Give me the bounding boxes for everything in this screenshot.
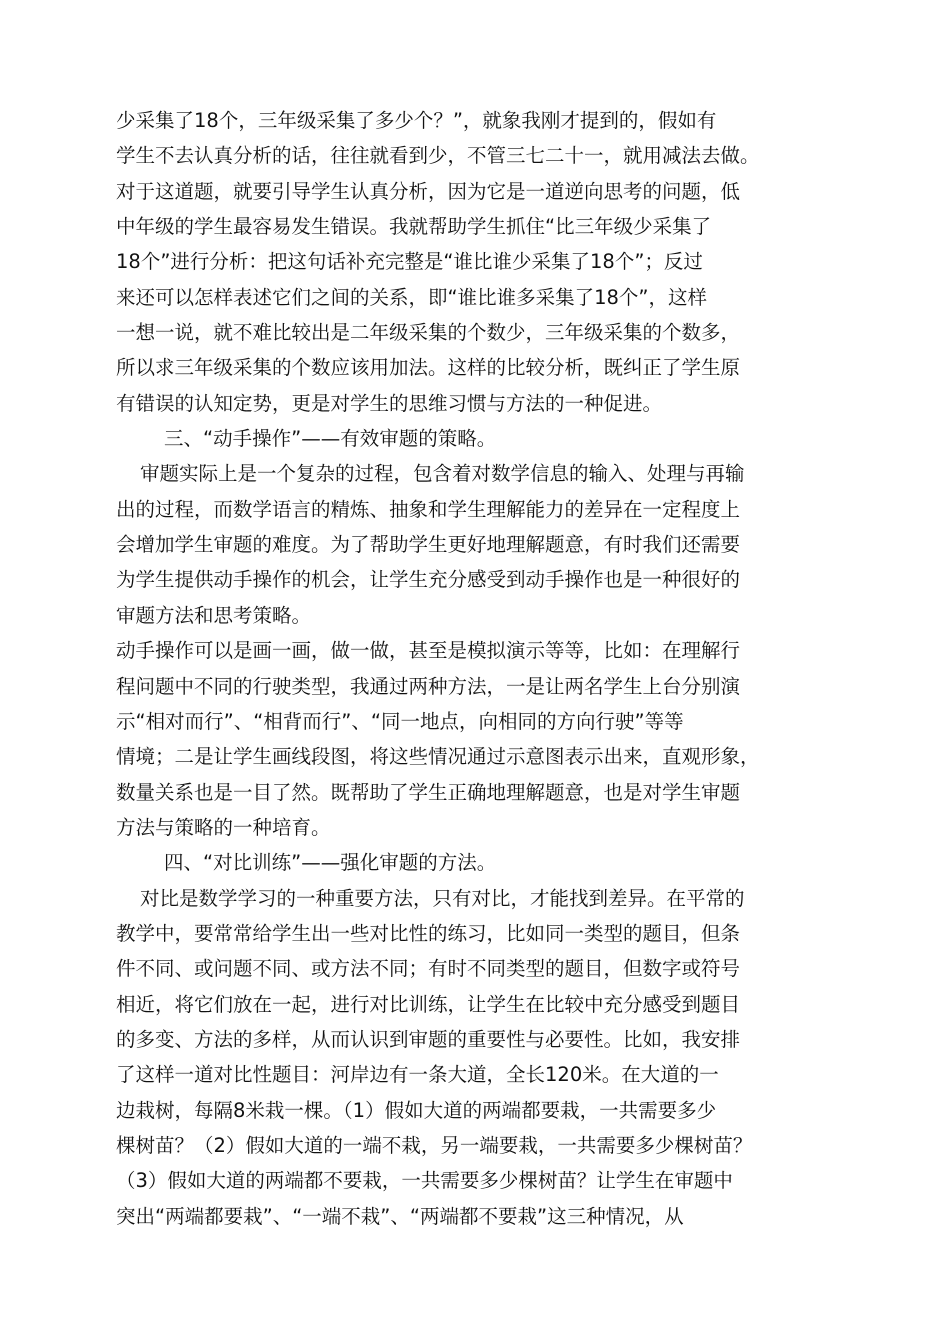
section-heading-4: 四、“对比训练”——强化审题的方法。 xyxy=(164,851,497,875)
text-line: 对比是数学学习的一种重要方法，只有对比，才能找到差异。在平常的 xyxy=(140,886,745,910)
text-line: 对于这道题，就要引导学生认真分析，因为它是一道逆向思考的问题，低 xyxy=(116,179,741,203)
text-line: 会增加学生审题的难度。为了帮助学生更好地理解题意，有时我们还需要 xyxy=(116,533,741,557)
text-line: 相近，将它们放在一起，进行对比训练，让学生在比较中充分感受到题目 xyxy=(116,992,741,1016)
text-line: 来还可以怎样表述它们之间的关系，即“谁比谁多采集了18个”，这样 xyxy=(116,285,708,309)
text-line: 边栽树，每隔8米栽一棵。（1）假如大道的两端都要栽，一共需要多少 xyxy=(116,1098,717,1122)
text-line: 学生不去认真分析的话，往往就看到少，不管三七二十一，就用减法去做。 xyxy=(116,144,760,168)
text-line: 突出“两端都要栽”、“一端不栽”、“两端都不要栽”这三种情况，从 xyxy=(116,1204,684,1228)
text-line: 教学中，要常常给学生出一些对比性的练习，比如同一类型的题目，但条 xyxy=(116,921,741,945)
text-line: （3）假如大道的两端都不要栽，一共需要多少棵树苗？让学生在审题中 xyxy=(116,1169,733,1193)
text-line: 示“相对而行”、“相背而行”、“同一地点，向相同的方向行驶”等等 xyxy=(116,709,684,733)
body-text xyxy=(116,103,841,1234)
text-line: 数量关系也是一目了然。既帮助了学生正确地理解题意，也是对学生审题 xyxy=(116,780,741,804)
text-line: 方法与策略的一种培育。 xyxy=(116,815,331,839)
text-line: 少采集了18个，三年级采集了多少个？”，就象我刚才提到的，假如有 xyxy=(116,109,717,132)
text-line: 中年级的学生最容易发生错误。我就帮助学生抓住“比三年级少采集了 xyxy=(116,215,712,239)
text-line: 所以求三年级采集的个数应该用加法。这样的比较分析，既纠正了学生原 xyxy=(116,356,741,380)
text-line: 有错误的认知定势，更是对学生的思维习惯与方法的一种促进。 xyxy=(116,391,663,415)
text-line: 棵树苗？（2）假如大道的一端不栽，另一端要栽，一共需要多少棵树苗？ xyxy=(116,1133,753,1157)
text-line: 的多变、方法的多样，从而认识到审题的重要性与必要性。比如，我安排 xyxy=(116,1027,741,1051)
text-line: 了这样一道对比性题目：河岸边有一条大道，全长120米。在大道的一 xyxy=(116,1063,719,1087)
text-line: 动手操作可以是画一画，做一做，甚至是模拟演示等等，比如：在理解行 xyxy=(116,639,741,663)
text-line: 一想一说，就不难比较出是二年级采集的个数少，三年级采集的个数多， xyxy=(116,321,741,345)
text-line: 为学生提供动手操作的机会，让学生充分感受到动手操作也是一种很好的 xyxy=(116,568,741,592)
text-line: 出的过程，而数学语言的精炼、抽象和学生理解能力的差异在一定程度上 xyxy=(116,497,741,521)
text-line: 审题实际上是一个复杂的过程，包含着对数学信息的输入、处理与再输 xyxy=(140,462,745,486)
text-line: 情境；二是让学生画线段图，将这些情况通过示意图表示出来，直观形象， xyxy=(116,745,760,769)
text-line: 18个”进行分析：把这句话补充完整是“谁比谁少采集了18个”；反过 xyxy=(116,250,703,274)
text-line: 件不同、或问题不同、或方法不同；有时不同类型的题目，但数字或符号 xyxy=(116,957,741,981)
text-line: 审题方法和思考策略。 xyxy=(116,603,312,627)
section-heading-3: 三、“动手操作”——有效审题的策略。 xyxy=(164,427,497,451)
text-line: 程问题中不同的行驶类型，我通过两种方法，一是让两名学生上台分别演 xyxy=(116,674,741,698)
